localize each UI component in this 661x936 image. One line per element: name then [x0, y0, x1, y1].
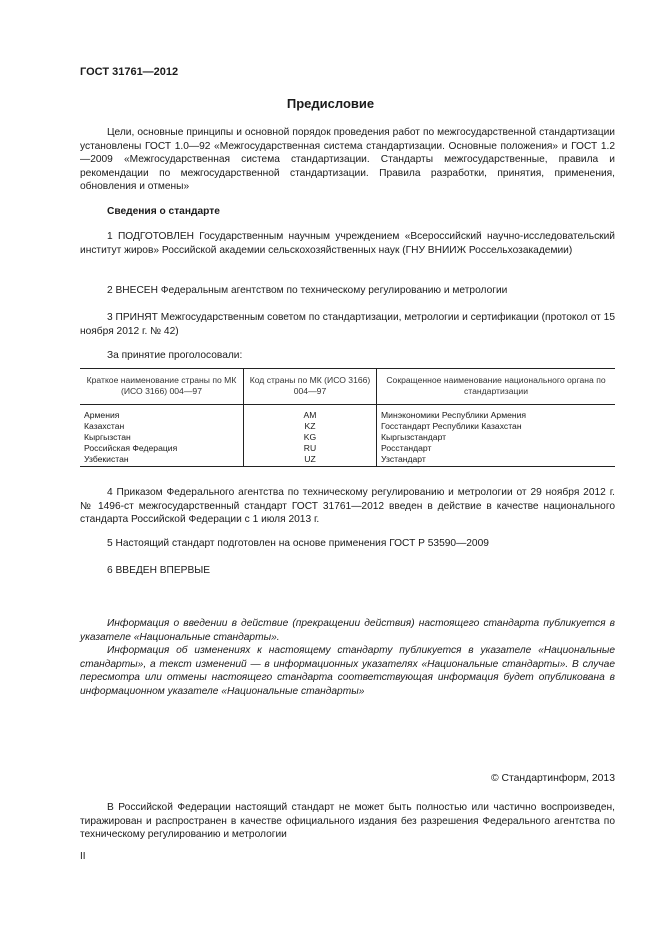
- table-cell-body: Росстандарт: [377, 443, 616, 454]
- table-header-country: Краткое наименование страны по МК (ИСО 3166) 004—97: [80, 369, 244, 405]
- restriction-paragraph: [80, 801, 615, 842]
- notice-changes: [80, 644, 615, 698]
- table-cell-code: KG: [244, 432, 377, 443]
- item-6-text: 6 ВВЕДЕН ВПЕРВЫЕ: [107, 565, 211, 576]
- table-cell-country: Российская Федерация: [84, 443, 178, 453]
- item-3: [80, 311, 615, 338]
- intro-text: Цели, основные принципы и основной порядок проведения работ по межгосударственной стандартизации установлены ГОСТ 1.0—92 «Межгосударственная система стандартизации. Основные положения» и ГОСТ 1.2—2009 «Межгосударственная система стандартизации. Стандарты межгосударственные, правила и рекомендации по межгосударственной стандартизации. Правила разработки, принятия, применения, обновления и отмены»: [80, 127, 615, 192]
- item-6: [80, 564, 615, 578]
- table-row: [80, 443, 615, 454]
- info-heading: Сведения о стандарте: [107, 206, 220, 217]
- table-cell-body: Кыргызстандарт: [377, 432, 616, 443]
- table-row: [80, 432, 615, 443]
- table-cell-body: Узстандарт: [377, 454, 616, 467]
- item-5-text: 5 Настоящий стандарт подготовлен на основе применения ГОСТ Р 53590—2009: [107, 538, 489, 549]
- item-1: [80, 230, 615, 257]
- table-cell-code: RU: [244, 443, 377, 454]
- table-header-row: [80, 369, 615, 405]
- item-2: [80, 284, 615, 298]
- item-2-text: 2 ВНЕСЕН Федеральным агентством по техническому регулированию и метрологии: [107, 285, 508, 296]
- item-5: [80, 537, 615, 551]
- info-heading-block: [80, 205, 615, 219]
- notice-introduction: [80, 617, 615, 644]
- notice-changes-text: Информация об изменениях к настоящему стандарту публикуется в указателе «Национальные стандарты», а текст изменений — в информационных указателях «Национальные стандарты». В случае пересмотра или отмены настоящего стандарта соответствующая информация будет опубликована в информационном указателе «Национальные стандарты»: [80, 645, 615, 697]
- item-3-text: 3 ПРИНЯТ Межгосударственным советом по стандартизации, метрологии и сертификации (протокол от 15 ноября 2012 г. № 42): [80, 312, 615, 337]
- table-header-body: Сокращенное наименование национального органа по стандартизации: [377, 369, 616, 405]
- table-row: [80, 421, 615, 432]
- table-cell-country: Узбекистан: [80, 454, 244, 467]
- page-number: II: [80, 851, 86, 862]
- item-4-text: 4 Приказом Федерального агентства по техническому регулированию и метрологии от 29 ноября 2012 г. № 1496-ст межгосударственный стандарт ГОСТ 31761—2012 введен в действие в качестве национального стандарта Российской Федерации с 1 июля 2013 г.: [80, 487, 615, 525]
- item-4: [80, 486, 615, 527]
- table-cell-country: Кыргызстан: [84, 432, 131, 442]
- intro-paragraph: [80, 126, 615, 194]
- table-cell-country: Армения: [84, 410, 120, 420]
- table-header-code: Код страны по МК (ИСО 3166) 004—97: [244, 369, 377, 405]
- table-row: [80, 454, 615, 467]
- restriction-text: В Российской Федерации настоящий стандарт не может быть полностью или частично воспроизведен, тиражирован и распространен в качестве официального издания без разрешения Федерального агентства по техническому регулированию и метрологии: [80, 802, 615, 840]
- copyright: © Стандартинформ, 2013: [490, 773, 615, 784]
- table-cell-code: KZ: [244, 421, 377, 432]
- notice-introduction-text: Информация о введении в действие (прекращении действия) настоящего стандарта публикуется в указателе «Национальные стандарты».: [80, 618, 615, 643]
- document-code: ГОСТ 31761—2012: [80, 66, 179, 78]
- voting-table: [80, 368, 615, 467]
- item-1-text: 1 ПОДГОТОВЛЕН Государственным научным учреждением «Всероссийский научно-исследовательский институт жиров» Российской академии сельскохозяйственных наук (ГНУ ВНИИЖ Россельхозакадемии): [80, 231, 615, 256]
- table-cell-code: AM: [244, 405, 377, 422]
- table-cell-code: UZ: [244, 454, 377, 467]
- table-cell-body: Госстандарт Республики Казахстан: [377, 421, 616, 432]
- voted-label: [80, 349, 615, 363]
- page-title: Предисловие: [286, 96, 375, 111]
- table-row: [80, 405, 615, 422]
- table-cell-country: Казахстан: [84, 421, 125, 431]
- table-cell-body: Минэкономики Республики Армения: [377, 405, 616, 422]
- voted-text: За принятие проголосовали:: [107, 350, 243, 361]
